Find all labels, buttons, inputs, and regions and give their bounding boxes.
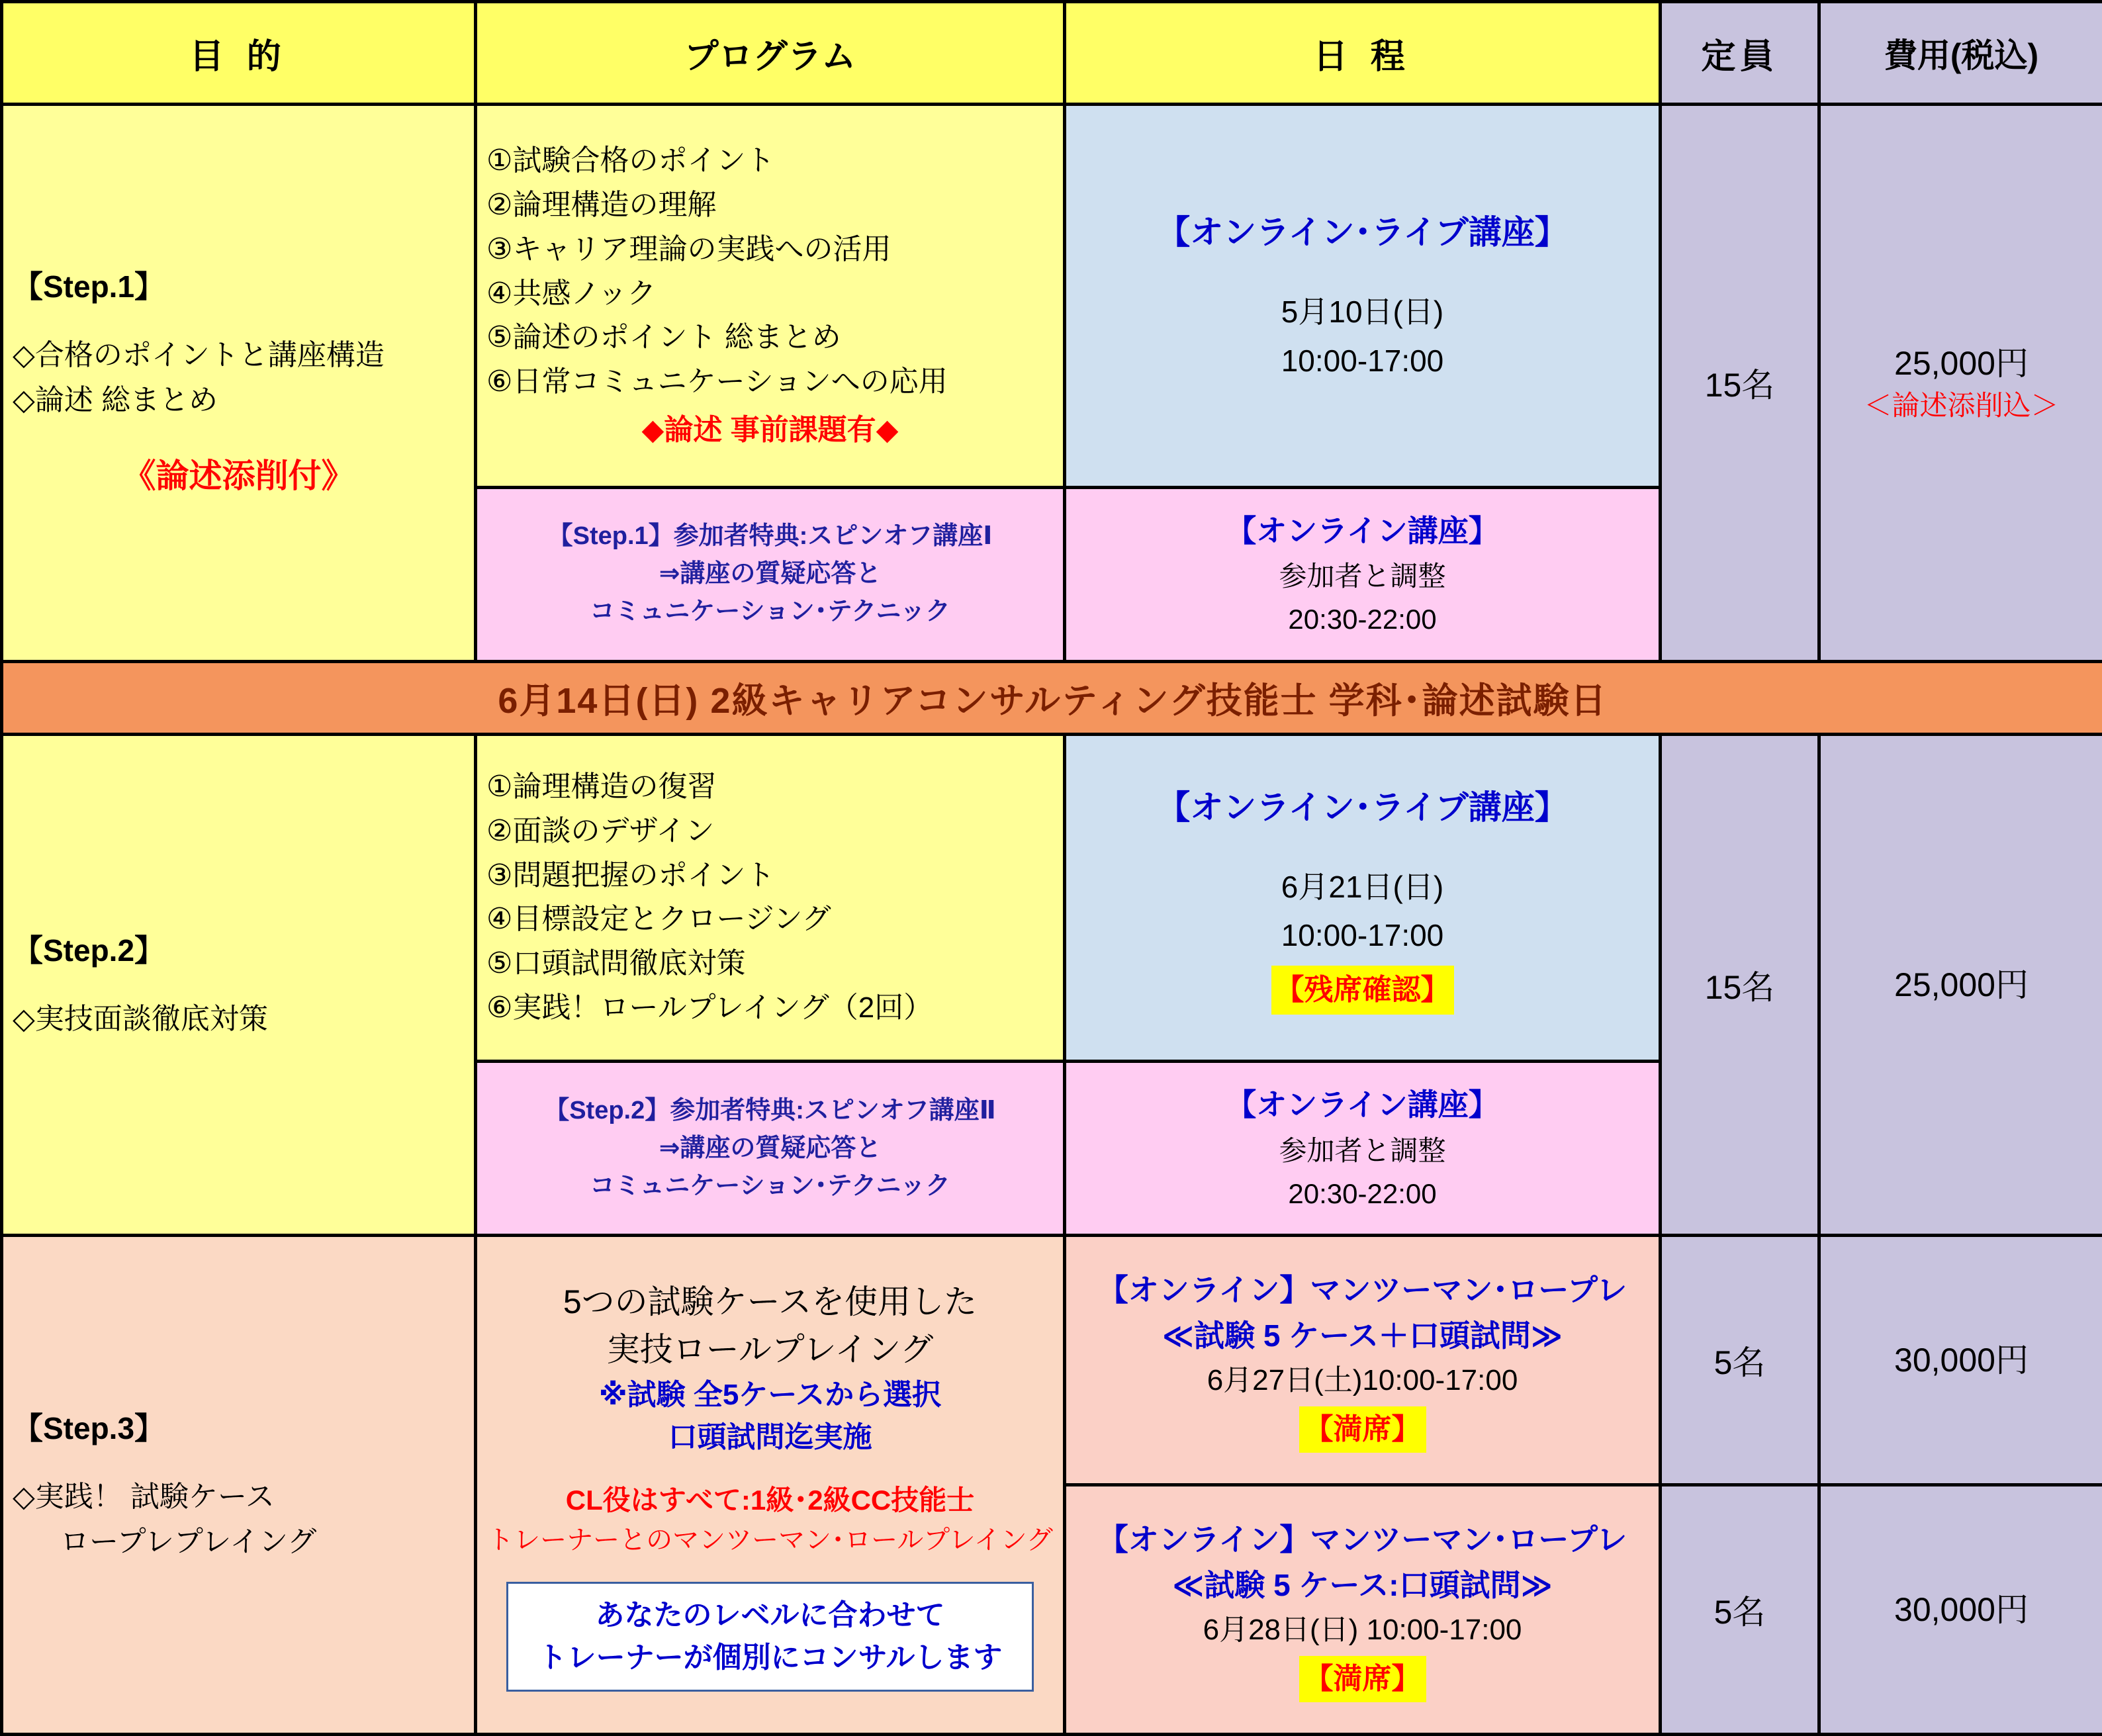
step1-program-item-6: ⑥日常コミュニケーションへの応用 [486,365,948,398]
step3-consult-line1: あなたのレベルに合わせて [595,1599,945,1632]
step1-fee-cell [1819,105,2102,662]
step2-program-cell [476,734,1065,1061]
step3-program-red1: CL役はすべて:1級･2級CC技能士 [565,1485,975,1516]
step3-session1-title: 【オンライン】マンツーマン･ロープレ [1097,1272,1627,1307]
step1-fee-note: ＜論述添削込＞ [1864,389,2059,421]
step3-program-red2: トレーナーとのマンツーマン･ロールプレイング [487,1526,1053,1555]
step3-purpose-line1: ◇実践！ 試験ケース [13,1480,275,1513]
step1-capacity-cell: 15名 [1661,105,1819,662]
step3-program-line4: 口頭試問迄実施 [668,1420,872,1453]
step1-purpose-cell [2,105,476,662]
step2-spinoff-date-line1: 参加者と調整 [1279,1134,1446,1166]
step3-session1-date-cell [1065,1235,1661,1485]
step2-capacity-cell: 15名 [1661,734,1819,1235]
exam-date-band-row [2,661,2102,734]
step3-label: 【Step.3】 [13,1410,165,1445]
step1-spinoff-cell [476,487,1065,661]
table-header-row [2,2,2102,105]
step1-fee-amount: 25,000円 [1894,344,2029,382]
step2-spinoff-line1: 【Step.2】参加者特典:スピンオフ講座Ⅱ [544,1096,996,1124]
step3-session1-subtitle: ≪試験 5 ケース＋口頭試問≫ [1162,1318,1563,1353]
step2-purpose-line1: ◇実技面談徹底対策 [13,1003,268,1036]
step1-spinoff-line1: 【Step.1】参加者特典:スピンオフ講座Ⅰ [547,522,993,551]
step2-program-item-2: ②面談のデザイン [486,814,715,847]
step1-program-item-5: ⑤論述のポイント 総まとめ [486,321,841,354]
column-header-purpose: 目 的 [2,2,476,105]
step1-live-date-cell [1065,105,1661,488]
step1-purpose-accent: 《論述添削付》 [122,457,355,495]
step3-consult-line2: トレーナーが個別にコンサルします [537,1641,1003,1674]
step2-program-item-4: ④目標設定とクロージング [486,903,831,936]
step3-session2-datetime: 6月28日(日) 10:00-17:00 [1203,1613,1522,1646]
step1-spinoff-line3: コミュニケーション･テクニック [590,598,950,626]
column-header-date: 日 程 [1065,2,1661,105]
step1-live-title: 【オンライン･ライブ講座】 [1157,214,1568,251]
column-header-fee: 費用(税込) [1819,2,2102,105]
step1-spinoff-line2: ⇒講座の質疑応答と [659,560,882,588]
step2-spinoff-line2: ⇒講座の質疑応答と [659,1134,882,1162]
step3-session2-title: 【オンライン】マンツーマン･ロープレ [1097,1522,1627,1557]
column-header-program: プログラム [476,2,1065,105]
step2-live-date-cell [1065,734,1661,1061]
table-row [2,1235,2102,1485]
table-row [2,734,2102,1061]
step2-spinoff-date-cell [1065,1062,1661,1236]
step1-live-time: 10:00-17:00 [1281,343,1444,378]
step3-session1-fee-cell: 30,000円 [1819,1235,2102,1485]
step1-program-note: ◆論述 事前課題有◆ [641,414,899,447]
step3-session1-status-badge: 【満席】 [1299,1406,1426,1453]
step1-live-day: 5月10日(日) [1281,295,1444,330]
exam-date-band: 6月14日(日) 2級キャリアコンサルティング技能士 学科･論述試験日 [2,661,2102,734]
step1-program-item-2: ②論理構造の理解 [486,188,717,221]
step1-spinoff-date-cell [1065,487,1661,661]
step2-purpose-cell [2,734,476,1235]
step1-purpose-line1: ◇合格のポイントと講座構造 [13,339,385,372]
step2-live-time: 10:00-17:00 [1281,918,1444,953]
step3-session2-date-cell [1065,1485,1661,1734]
step1-program-item-1: ①試験合格のポイント [486,144,775,177]
step3-session2-subtitle: ≪試験 5 ケース:口頭試問≫ [1172,1567,1553,1602]
step1-program-cell [476,105,1065,488]
step3-session1-datetime: 6月27日(土)10:00-17:00 [1207,1363,1518,1396]
step2-program-item-3: ③問題把握のポイント [486,858,775,891]
step3-program-cell [476,1235,1065,1734]
step3-purpose-cell [2,1235,476,1734]
step2-program-item-5: ⑤口頭試問徹底対策 [486,947,746,980]
step3-program-line1: 5つの試験ケースを使用した [563,1283,978,1320]
step2-live-title: 【オンライン･ライブ講座】 [1157,788,1568,826]
step1-spinoff-date-title: 【オンライン講座】 [1226,514,1499,549]
step3-session2-capacity-cell: 5名 [1661,1485,1819,1734]
step3-program-line2: 実技ロールプレイング [606,1331,934,1369]
step2-label: 【Step.2】 [13,933,165,968]
step1-spinoff-date-line1: 参加者と調整 [1279,561,1446,592]
step2-program-item-6: ⑥実践！ロールプレイング（2回） [486,991,933,1025]
step1-spinoff-date-line2: 20:30-22:00 [1288,604,1437,635]
step3-program-line3: ※試験 全5ケースから選択 [598,1378,942,1411]
step1-program-item-4: ④共感ノック [486,277,657,310]
step2-spinoff-line3: コミュニケーション･テクニック [590,1171,950,1200]
step3-session1-capacity-cell: 5名 [1661,1235,1819,1485]
step3-purpose-line2: ロープレプレイング [60,1526,317,1559]
step2-fee-cell: 25,000円 [1819,734,2102,1235]
step2-spinoff-date-line2: 20:30-22:00 [1288,1177,1437,1209]
step2-status-badge: 【残席確認】 [1271,966,1454,1015]
step2-program-item-1: ①論理構造の復習 [486,770,717,803]
step3-session2-fee-cell: 30,000円 [1819,1485,2102,1734]
step1-purpose-line2: ◇論述 総まとめ [13,384,218,417]
step1-program-item-3: ③キャリア理論の実践への活用 [486,232,891,265]
step2-live-day: 6月21日(日) [1281,869,1444,904]
step3-consult-box [506,1582,1034,1692]
column-header-capacity: 定員 [1661,2,1819,105]
step2-spinoff-cell [476,1062,1065,1236]
step2-spinoff-date-title: 【オンライン講座】 [1226,1087,1499,1122]
step1-label: 【Step.1】 [13,269,165,304]
table-row [2,105,2102,488]
step3-session2-status-badge: 【満席】 [1299,1656,1426,1702]
